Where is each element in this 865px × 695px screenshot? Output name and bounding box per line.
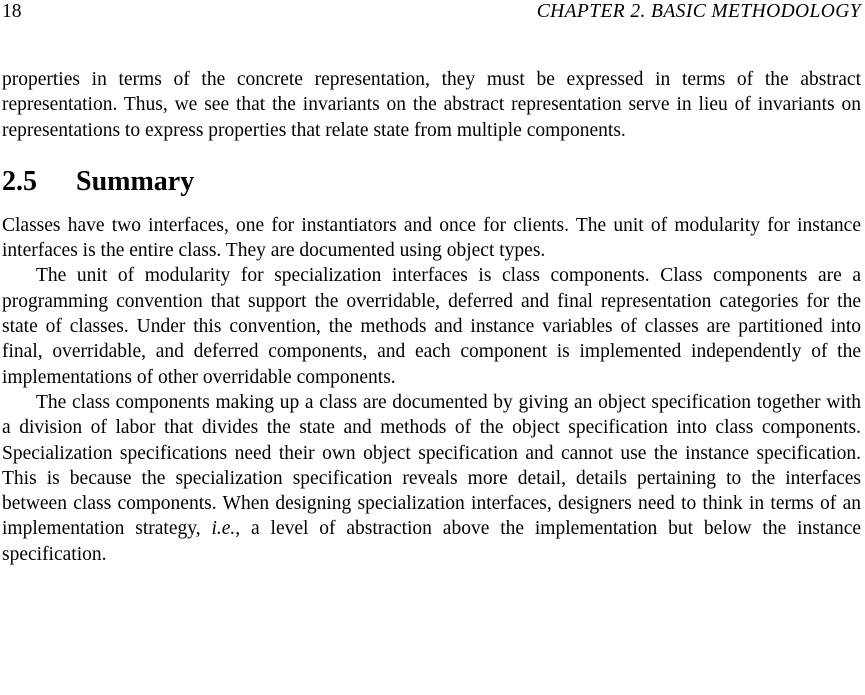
running-head [2,0,861,24]
running-title: CHAPTER 2. BASIC METHODOLOGY [536,1,861,22]
ie-abbreviation: i.e. [211,518,236,540]
intro-paragraph: properties in terms of the concrete representation, they must be expressed in terms of the abstract representation. Thus, we see that the invariants on the abstract representation serve in lieu of invariants on representations to express properties that relate state from multiple components. [2,69,861,141]
body-text [2,67,861,567]
summary-paragraph-3: The class components making up a class are documented by giving an object specification together with a division of labor that divides the state and methods of the object specification into class components. Specialization specifications need their own object specification and cannot use the instance specification. This is because the specialization specification reveals more detail, details pertaining to the interfaces between class components. When designing specialization interfaces, designers need to think in terms of an implementation strategy, i.e., a level of abstraction above the implementation but below the instance specification. [2,391,861,565]
summary-paragraph-1: Classes have two interfaces, one for instantiators and once for clients. The unit of modularity for instance interfaces is the entire class. They are documented using object types. [2,214,861,262]
summary-paragraph-2: The unit of modularity for specialization interfaces is class components. Class components are a programming convention that support the overridable, deferred and final representation categories for the state of classes. Under this convention, the methods and instance variables of classes are partitioned into final, overridable, and deferred components, and each component is implemented independently of the implementations of other overridable components. [2,265,861,388]
page-number: 18 [2,1,22,22]
section-heading [2,165,861,199]
section-title: Summary [76,165,195,197]
section-number: 2.5 [2,165,37,197]
